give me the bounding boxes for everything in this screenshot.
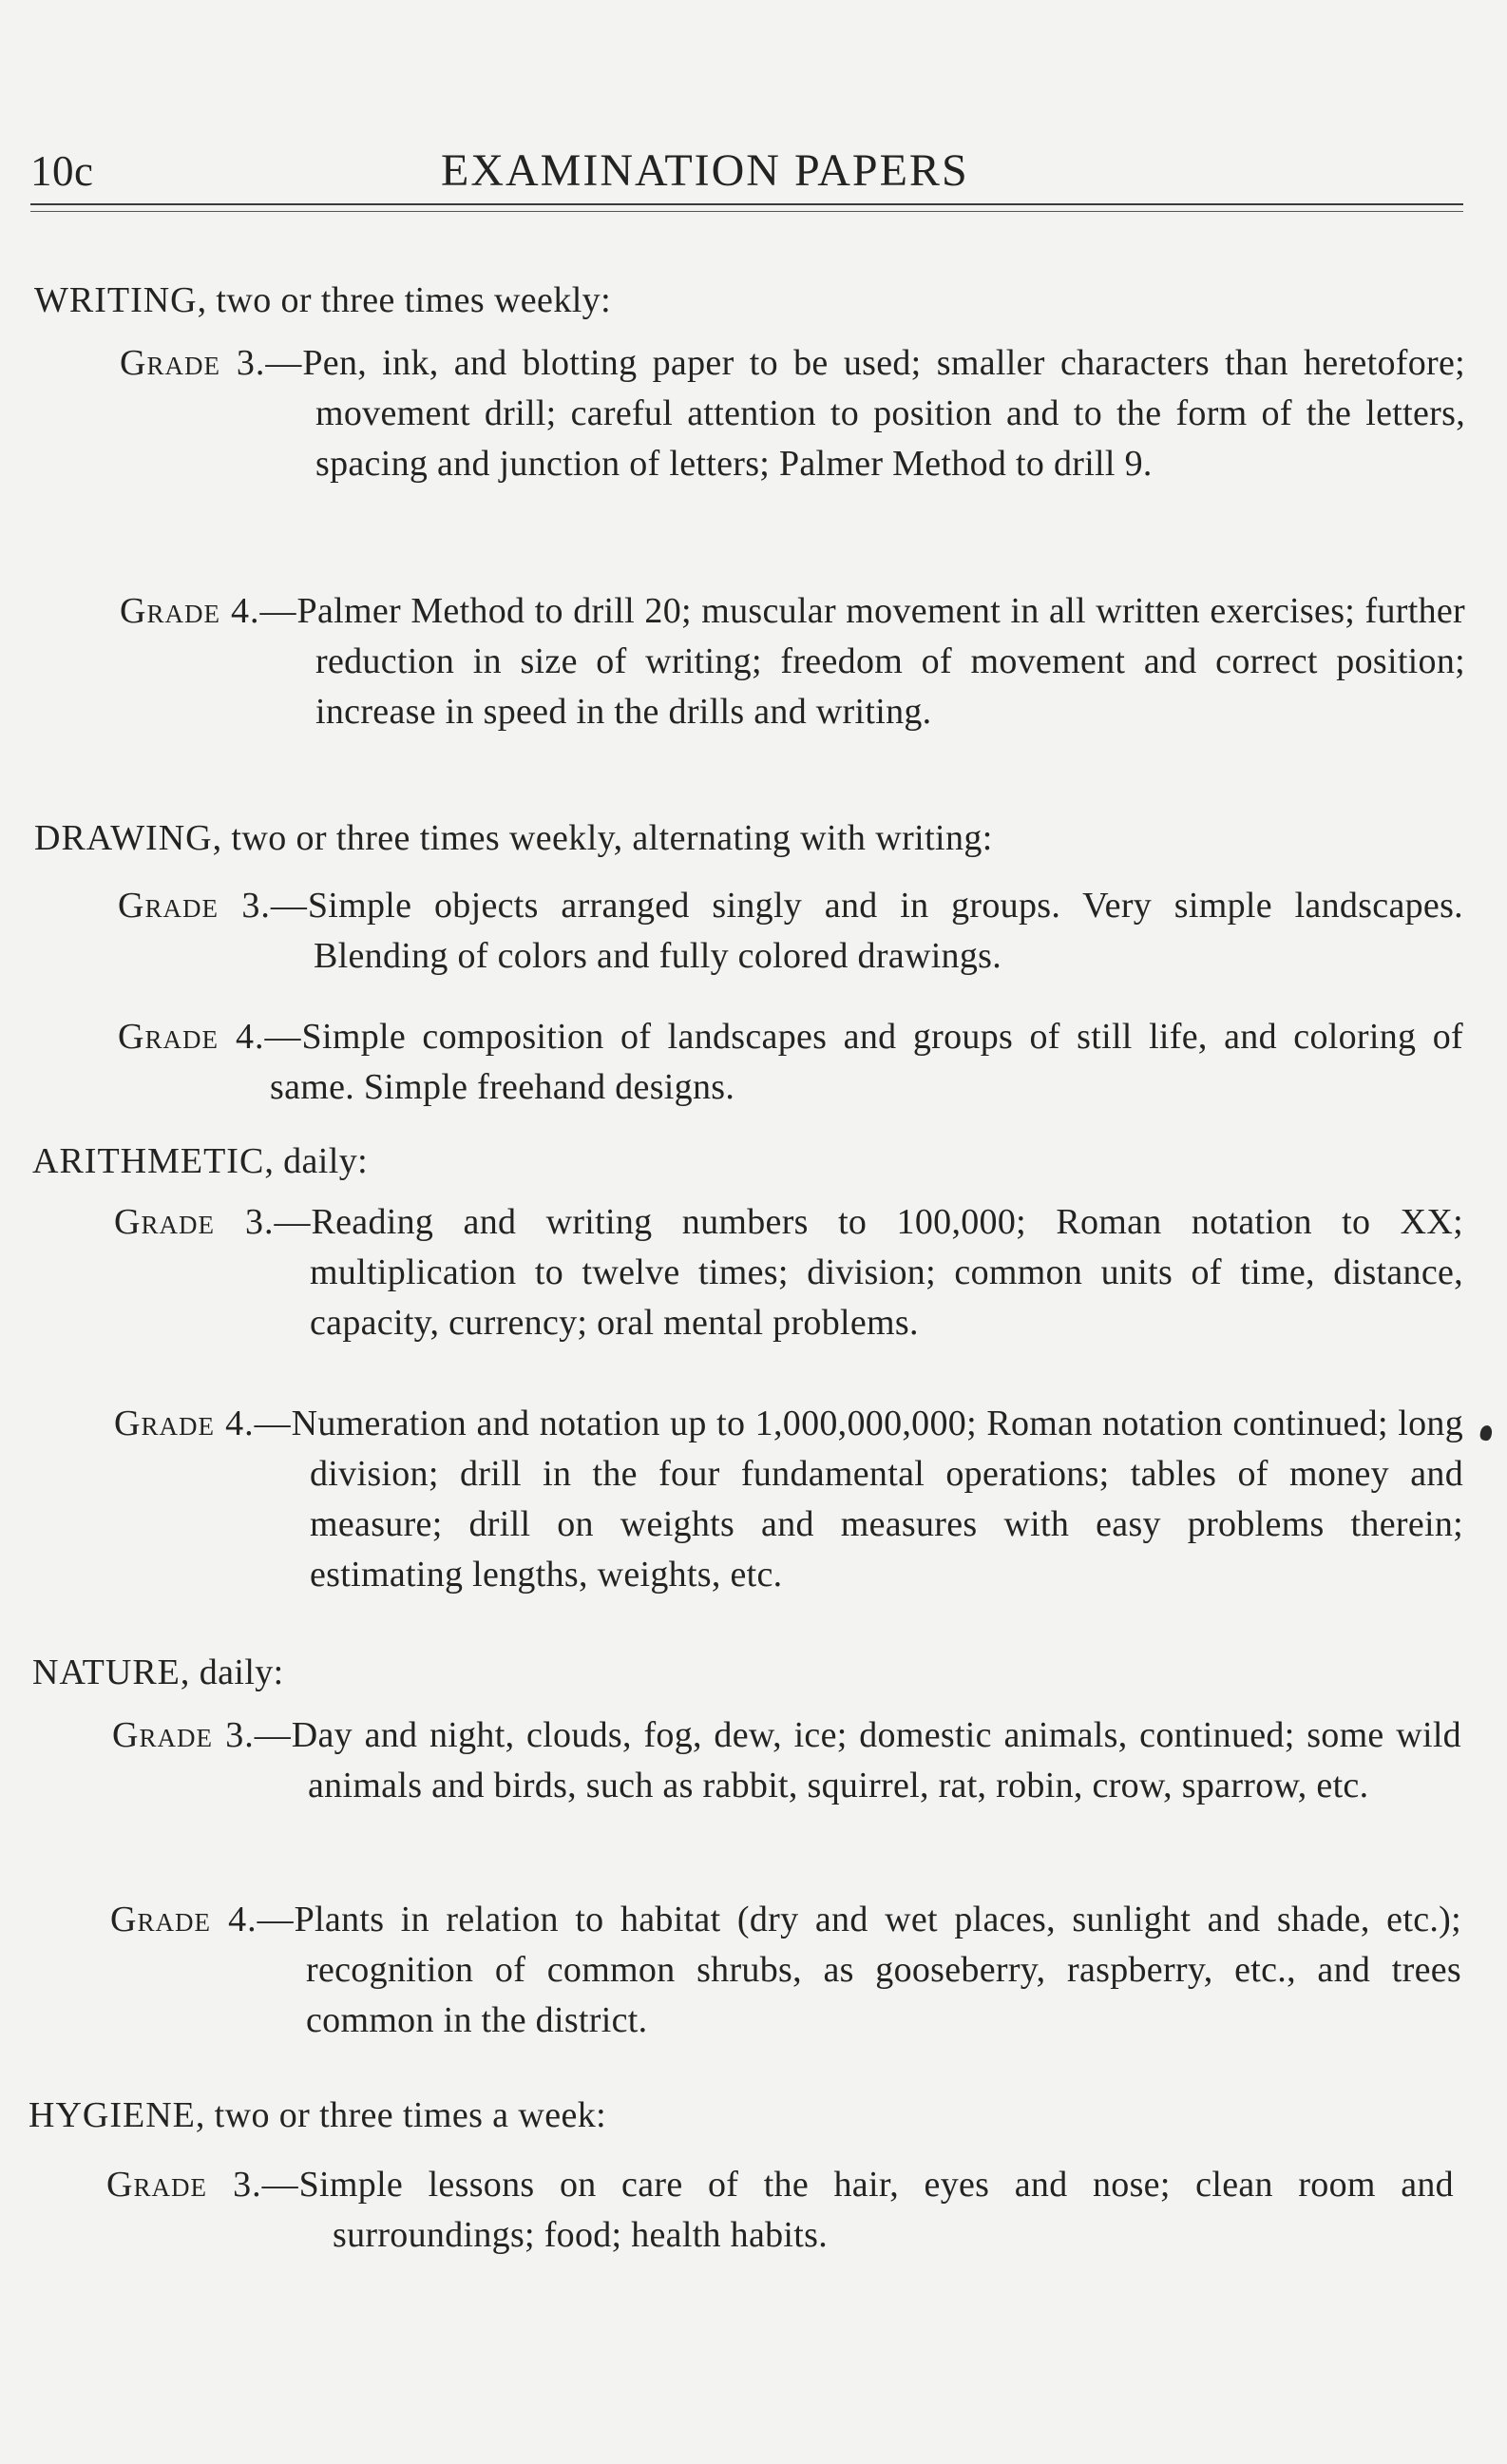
page-header: [30, 143, 1456, 209]
grade-label: Grade 4.—: [114, 1404, 292, 1443]
grade-label: Grade 3.—: [118, 886, 308, 926]
grade-text: Pen, ink, and blotting paper to be used; smaller characters than heretofore; movement drill; careful attention to position and to the form of the letters, spacing and junction of letters; Palmer Method to drill 9.: [302, 343, 1465, 484]
subject-frequency: , daily:: [264, 1141, 369, 1181]
grade-text: Palmer Method to drill 20; muscular movement in all written exercises; further reduction in size of writing; freedom of movement and correct position; increase in speed in the drills and writing.: [296, 591, 1465, 732]
grade-text: Simple objects arranged singly and in groups. Very simple landscapes. Blending of colors and fully colored drawings.: [307, 886, 1463, 976]
grade-entry: [118, 881, 1463, 982]
grade-text: Simple lessons on care of the hair, eyes and nose; clean room and surroundings; food; health habits.: [298, 2165, 1454, 2255]
grade-label: Grade 4.—: [120, 591, 297, 631]
ink-spot: [1478, 1424, 1493, 1442]
grade-entry: [120, 338, 1465, 489]
grade-entry: [118, 1012, 1463, 1113]
subject-name: NATURE: [32, 1652, 181, 1692]
header-rule-bottom: [30, 211, 1463, 212]
grade-text: Reading and writing numbers to 100,000; Roman notation to XX; multiplication to twelve times; division; common units of time, distance, capacity, currency; oral mental problems.: [310, 1202, 1463, 1343]
subject-frequency: , two or three times a week:: [195, 2095, 607, 2135]
grade-text: Plants in relation to habitat (dry and wet places, sunlight and shade, etc.); recognition of common shrubs, as gooseberry, raspberry, etc., and trees common in the district.: [294, 1900, 1461, 2040]
subject-name: ARITHMETIC: [32, 1141, 265, 1181]
section-heading-writing: [34, 276, 611, 325]
subject-name: DRAWING: [34, 818, 213, 858]
grade-label: Grade 4.—: [110, 1900, 295, 1939]
grade-label: Grade 4.—: [118, 1017, 302, 1057]
grade-label: Grade 3.—: [106, 2165, 299, 2205]
running-title: EXAMINATION PAPERS: [441, 145, 969, 196]
subject-frequency: , two or three times weekly, alternating with writing:: [212, 818, 993, 858]
section-heading-drawing: [34, 813, 993, 863]
grade-entry: [106, 2160, 1454, 2261]
grade-text: Simple composition of landscapes and groups of still life, and coloring of same. Simple freehand designs.: [270, 1017, 1463, 1107]
grade-label: Grade 3.—: [112, 1715, 292, 1755]
grade-text: Numeration and notation up to 1,000,000,000; Roman notation continued; long division; drill in the four fundamental operations; tables of money and measure; drill on weights and measures with easy problems therein; estimating lengths, weights, etc.: [291, 1404, 1463, 1595]
section-heading-arithmetic: [32, 1136, 368, 1186]
header-rule-top: [30, 203, 1463, 205]
page-number: 10c: [30, 147, 94, 195]
grade-label: Grade 3.—: [114, 1202, 312, 1242]
section-heading-nature: [32, 1648, 284, 1697]
section-heading-hygiene: [29, 2091, 606, 2140]
subject-frequency: , two or three times weekly:: [197, 280, 612, 320]
subject-name: WRITING: [34, 280, 198, 320]
grade-entry: [114, 1197, 1463, 1348]
grade-label: Grade 3.—: [120, 343, 303, 383]
grade-entry: [114, 1399, 1463, 1600]
grade-text: Day and night, clouds, fog, dew, ice; domestic animals, continued; some wild animals and birds, such as rabbit, squirrel, rat, robin, crow, sparrow, etc.: [291, 1715, 1461, 1805]
grade-entry: [110, 1895, 1461, 2046]
grade-entry: [112, 1710, 1461, 1811]
subject-frequency: , daily:: [180, 1652, 284, 1692]
subject-name: HYGIENE: [29, 2095, 196, 2135]
grade-entry: [120, 586, 1465, 737]
